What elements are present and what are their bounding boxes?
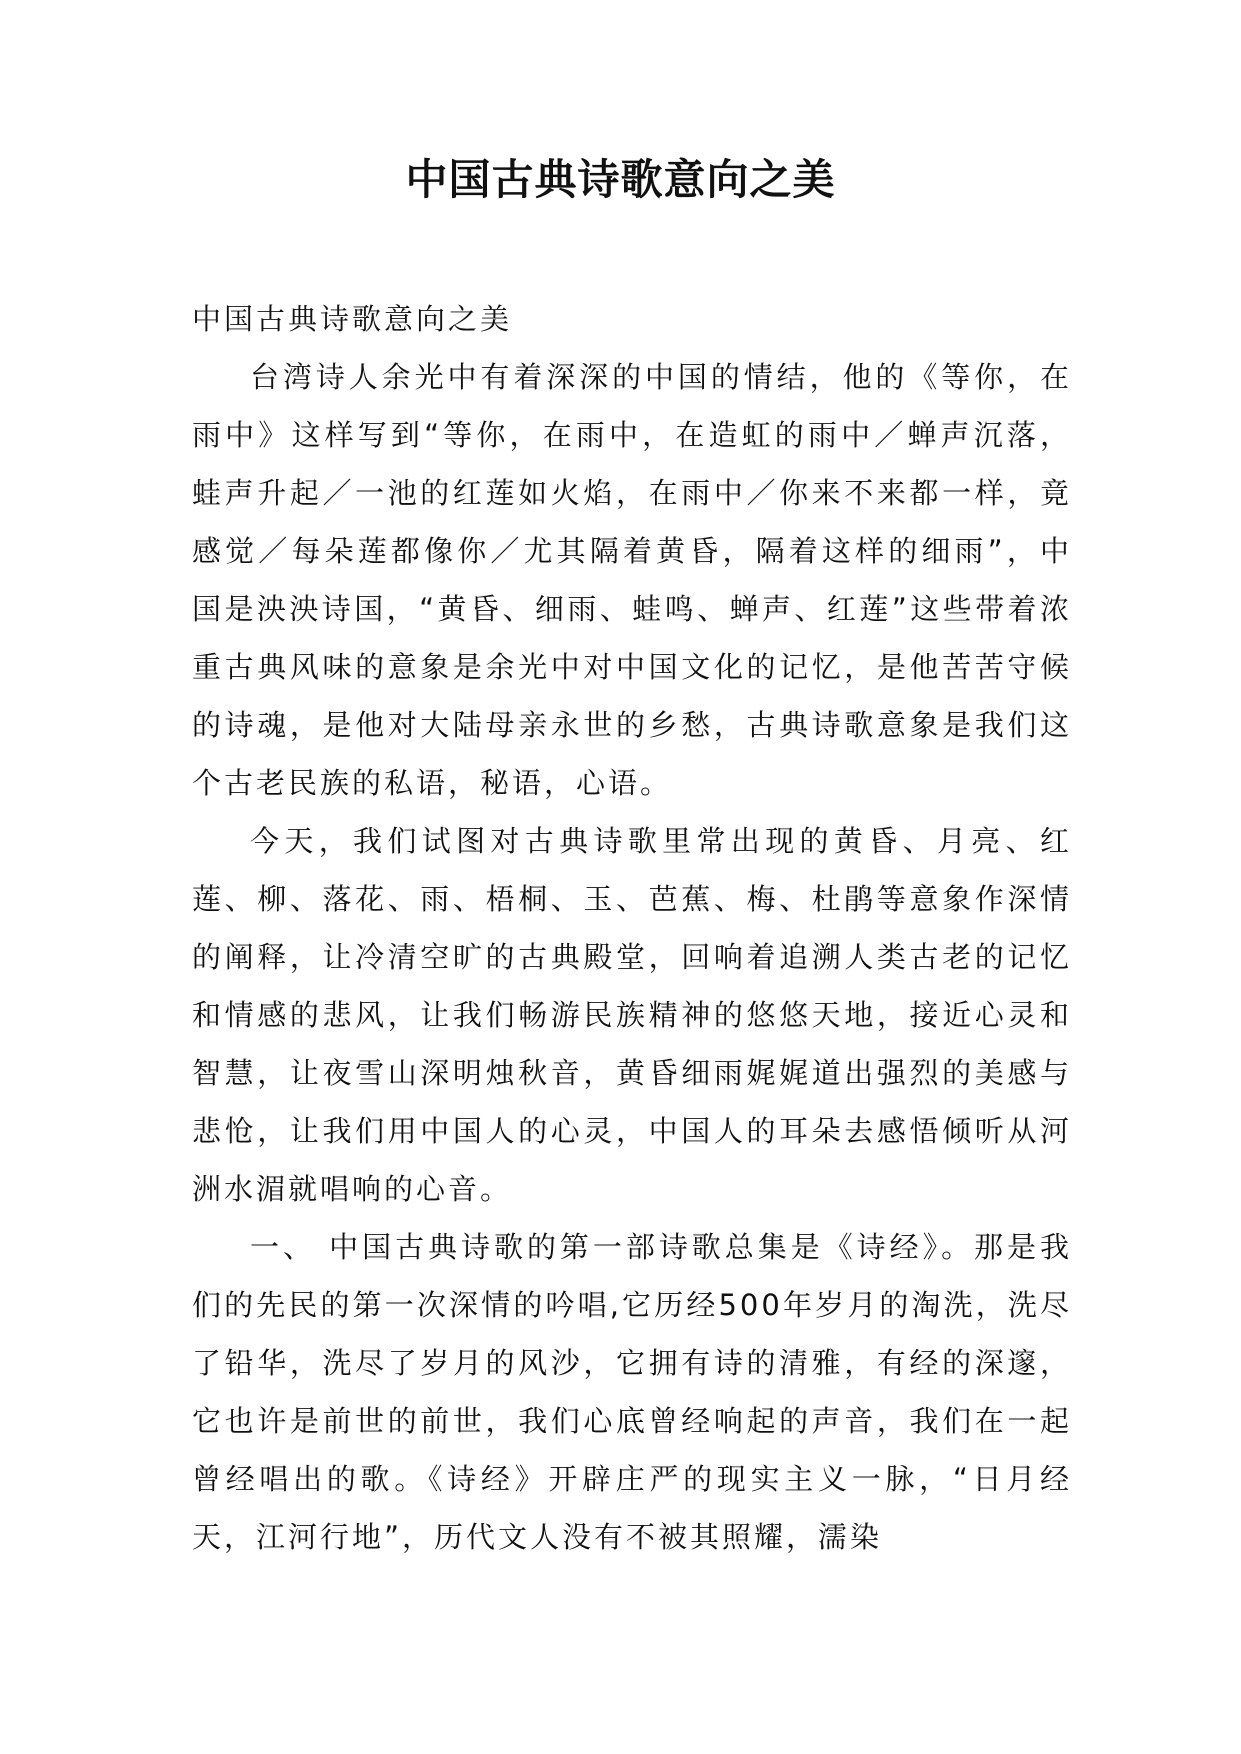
paragraph-2: 今天，我们试图对古典诗歌里常出现的黄昏、月亮、红莲、柳、落花、雨、梧桐、玉、芭蕉、梅、杜鹃等意象作深情的阐释，让冷清空旷的古典殿堂，回响着追溯人类古老的记忆和情感的悲风，让我们畅游民族精神的悠悠天地，接近心灵和智慧，让夜雪山深明烛秋音，黄昏细雨娓娓道出强烈的美感与悲怆，让我们用中国人的心灵，中国人的耳朵去感悟倾听从河洲水湄就唱响的心音。 (192, 824, 1072, 1206)
paragraph-3: 一、 中国古典诗歌的第一部诗歌总集是《诗经》。那是我们的先民的第一次深情的吟唱,它历经500年岁月的淘洗，洗尽了铅华，洗尽了岁月的风沙，它拥有诗的清雅，有经的深邃，它也许是前世的前世，我们心底曾经响起的声音，我们在一起曾经唱出的歌。《诗经》开辟庄严的现实主义一脉，“日月经天，江河行地”，历代文人没有不被其照耀，濡染 (192, 1230, 1072, 1554)
document-subtitle: 中国古典诗歌意向之美 (192, 302, 513, 336)
document-body (192, 290, 1072, 1566)
paragraph-1: 台湾诗人余光中有着深深的中国的情结，他的《等你，在雨中》这样写到“等你，在雨中，在造虹的雨中／蝉声沉落，蛙声升起／一池的红莲如火焰，在雨中／你来不来都一样，竟感觉／每朵莲都像你／尤其隔着黄昏，隔着这样的细雨”，中国是泱泱诗国，“黄昏、细雨、蛙鸣、蝉声、红莲”这些带着浓重古典风味的意象是余光中对中国文化的记忆，是他苦苦守候的诗魂，是他对大陆母亲永世的乡愁，古典诗歌意象是我们这个古老民族的私语，秘语，心语。 (192, 360, 1072, 800)
document-title: 中国古典诗歌意向之美 (405, 155, 836, 204)
